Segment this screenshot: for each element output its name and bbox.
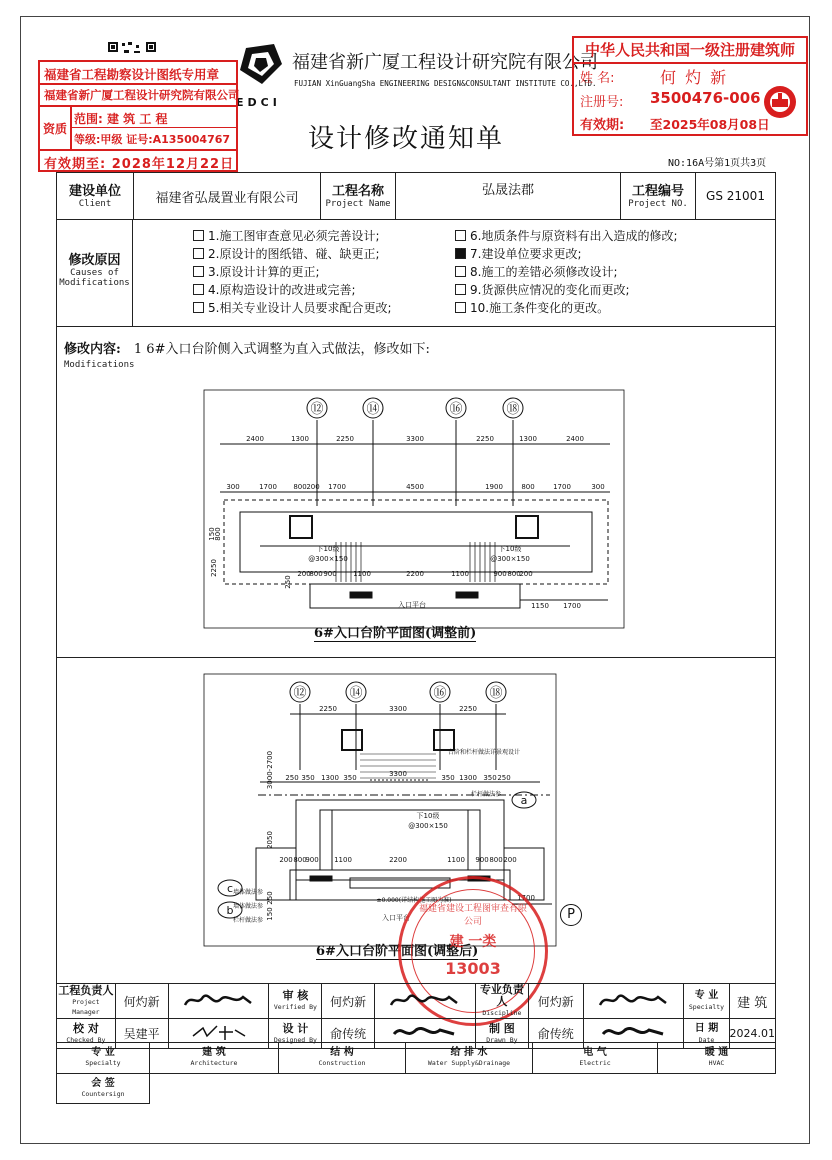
cause-item-label: 8.施工的差错必须修改设计; (470, 265, 618, 279)
dim-low-3: 1100 (353, 570, 371, 578)
cause-item-6[interactable] (455, 227, 678, 245)
axis-18-before: ⑱ (506, 402, 520, 417)
institute-logo (232, 40, 288, 96)
architect-name: 何 灼 新 (660, 68, 729, 87)
modifications-label: 修改内容: (64, 342, 121, 357)
axis-12-before: ⑫ (310, 402, 324, 417)
stamp-scope: 范围: 建 筑 工 程 (74, 112, 168, 126)
dim2-r3-2: 900 (305, 856, 319, 864)
cause-item-label: 4.原构造设计的改进或完善; (208, 283, 356, 297)
project-label-en: Project Name (325, 198, 391, 209)
sig-name-1: 何灼新 (322, 984, 375, 1019)
countersign-label: 会 签 (91, 1077, 115, 1089)
causes-section (56, 219, 776, 327)
dim2-r2-1: 350 (301, 774, 315, 782)
cs-label-1: 建 筑 (202, 1047, 226, 1059)
dim2-r3-1: 800 (293, 856, 307, 864)
client-value: 福建省弘晟置业有限公司 (134, 173, 321, 220)
dim-right-1: 1700 (563, 602, 581, 610)
dim-low-2: 900 (323, 570, 337, 578)
drawing-before-title: 6#入口台阶平面图(调整前) (314, 622, 476, 642)
modifications-text: 1 6#入口台阶侧入式调整为直入式做法，修改如下: (133, 342, 430, 357)
callout-p: P (560, 904, 582, 926)
dim-low-1: 800 (309, 570, 323, 578)
cause-item-10[interactable] (455, 299, 678, 317)
side-label-b: 墙体做法参 (232, 903, 264, 910)
cause-item-1[interactable] (193, 227, 392, 245)
dim-mid-7: 800 (521, 483, 535, 491)
dim2-r3-0: 200 (279, 856, 293, 864)
sig-name-4: 吴建平 (115, 1019, 168, 1049)
dim2-r3-6: 900 (475, 856, 489, 864)
modifications-en: Modifications (64, 360, 135, 370)
dim2-r3-5: 1100 (447, 856, 465, 864)
review-seal-inner: 建 一类 (449, 934, 497, 950)
dim-mid-8: 1700 (553, 483, 571, 491)
cs-label-0: 专 业 (91, 1047, 115, 1059)
project-info-table (56, 172, 776, 220)
stamp-line2: 福建省新广厦工程设计研究院有限公司 (44, 88, 240, 102)
axis-18-after: ⑱ (489, 686, 503, 701)
left-vert-2: 2250 (210, 559, 218, 577)
project-label: 工程名称 (331, 183, 384, 199)
dim2-left-0: 3000-2700 (266, 750, 274, 790)
dim2-top-1: 3300 (389, 705, 407, 713)
cause-item-7[interactable] (455, 245, 678, 263)
cause-item-label: 9.货源供应情况的变化而更改; (470, 283, 630, 297)
dim-mid-9: 300 (591, 483, 605, 491)
axis-12-after: ⑫ (293, 686, 307, 701)
dim-right-0: 1150 (531, 602, 549, 610)
architect-valid: 至2025年08月08日 (650, 117, 770, 132)
projno-value: GS 21001 (696, 173, 776, 220)
dim-low-6: 900 (493, 570, 507, 578)
projno-label: 工程编号 (631, 183, 684, 199)
dim-top-6: 2400 (566, 435, 584, 443)
qualification-stamp (38, 60, 238, 172)
axis-14-after: ⑭ (349, 686, 363, 701)
sig-name-5: 俞传统 (322, 1019, 375, 1049)
cs-label-3: 给 排 水 (450, 1047, 488, 1059)
dim2-r3-7: 800 (489, 856, 503, 864)
left-vert-1: 800 (214, 527, 222, 541)
client-label-en: Client (78, 198, 112, 209)
architect-stamp (572, 36, 808, 136)
dim2-r2-6: 1300 (459, 774, 477, 782)
dim2-top-2: 2250 (459, 705, 477, 713)
dim2-r2-2: 1300 (321, 774, 339, 782)
drawing-before (200, 386, 630, 636)
cause-item-3[interactable] (193, 263, 392, 281)
dim2-left-3: 150 (266, 907, 274, 921)
cause-item-label: 3.原设计计算的更正; (208, 265, 320, 279)
sig-label-5: 设 计 (282, 1021, 309, 1035)
cs-en-0: Specialty (85, 1059, 121, 1068)
cs-en-1: Architecture (190, 1059, 238, 1068)
sig-signature-2 (583, 984, 684, 1019)
cause-item-label: 2.原设计的图纸错、碰、缺更正; (208, 247, 380, 261)
sig-label-4: 校 对 (72, 1021, 99, 1035)
cause-item-2[interactable] (193, 245, 392, 263)
stamp-zizhi: 资质 (40, 107, 72, 149)
dim2-r3-3: 1100 (334, 856, 352, 864)
dim2-r2-7: 350 (483, 774, 497, 782)
cause-item-label: 6.地质条件与原资料有出入造成的修改; (470, 229, 678, 243)
cs-en-2: Construction (318, 1059, 366, 1068)
sig-en-2: Discipline (482, 1009, 522, 1017)
note-step2-right: @300×150 (490, 555, 530, 563)
axis-16-before: ⑯ (449, 402, 463, 417)
client-label: 建设单位 (68, 183, 121, 199)
sig-en-0: Project Manager (72, 998, 100, 1016)
sig-en-3: Specialty (688, 1003, 725, 1011)
stamp-line1: 福建省工程勘察设计图纸专用章 (44, 67, 220, 82)
dim2-r2-8: 250 (497, 774, 511, 782)
sig-name-6: 俞传统 (528, 1019, 583, 1049)
checkbox-icon[interactable] (193, 284, 204, 295)
cs-label-5: 暖 通 (704, 1047, 729, 1059)
cs-label-4: 电 气 (583, 1047, 607, 1059)
dim-mid-4: 1700 (328, 483, 346, 491)
sig-en-5: Designed By (273, 1035, 317, 1044)
sig-label-3: 专 业 (694, 990, 719, 1001)
countersign-table (56, 1042, 776, 1104)
stamp-valid: 有效期至: 2028年12月22日 (44, 157, 235, 172)
architect-reg-label: 注册号: (580, 95, 624, 110)
cause-item-9[interactable] (455, 281, 678, 299)
side-label-c2: 栏杆做法参 (232, 917, 264, 924)
dim-mid-1: 1700 (259, 483, 277, 491)
checkbox-checked-icon[interactable] (455, 248, 466, 259)
dim2-r3-8: 200 (503, 856, 517, 864)
checkbox-icon[interactable] (193, 266, 204, 277)
elev-after: ±0.000(详结构施工图为准) (376, 897, 452, 904)
checkbox-icon[interactable] (455, 266, 466, 277)
dim2-r2-4: 3300 (389, 770, 407, 778)
sig-name-3: 建 筑 (729, 984, 776, 1019)
note-rail-after: 栏杆做法参 (470, 791, 502, 798)
architect-reg: 3500476-006 (650, 89, 761, 107)
axis-14-before: ⑭ (366, 402, 380, 417)
drawing-after-title: 6#入口台阶平面图(调整后) (316, 940, 478, 960)
note-step-after: 下10级 (416, 812, 440, 820)
emblem-icon (762, 84, 798, 120)
sig-label-1: 审 核 (282, 989, 309, 1002)
dim-top-4: 2250 (476, 435, 494, 443)
logo-text: EDCI (236, 96, 281, 109)
checkbox-icon[interactable] (193, 230, 204, 241)
cs-en-5: HVAC (708, 1059, 725, 1068)
logo-icon (232, 40, 288, 96)
institute-name-cn: 福建省新广厦工程设计研究院有限公司 (292, 52, 598, 73)
note-step2-after: @300×150 (408, 822, 448, 830)
architect-valid-label: 有效期: (580, 118, 625, 133)
dim-mid-5: 4500 (406, 483, 424, 491)
dim-low-0: 200 (297, 570, 311, 578)
dim-low-8: 200 (519, 570, 533, 578)
dim-mid-2: 800 (293, 483, 307, 491)
dim-top-0: 2400 (246, 435, 264, 443)
cs-en-3: Water Supply&Drainage (427, 1059, 511, 1068)
review-seal-ring: 福建省建设工程图审查有限公司 (418, 904, 527, 927)
sig-name-0: 何灼新 (115, 984, 168, 1019)
checkbox-icon[interactable] (193, 248, 204, 259)
sig-en-6: Drawn By (486, 1035, 518, 1044)
dim2-r3-4: 2200 (389, 856, 407, 864)
causes-label: 修改原因 (68, 253, 121, 268)
sig-name-2: 何灼新 (528, 984, 583, 1019)
sig-en-4: Checked By (66, 1035, 106, 1044)
dim-top-2: 2250 (336, 435, 354, 443)
checkbox-icon[interactable] (455, 230, 466, 241)
signature-table (56, 983, 776, 1049)
dim-low-7: 800 (507, 570, 521, 578)
dim-mid-0: 300 (226, 483, 240, 491)
sig-signature-0 (168, 984, 269, 1019)
sig-label-0: 工程负责人 (58, 984, 114, 997)
dim2-r2-0: 250 (285, 774, 299, 782)
side-label-c: 墙体做法参 (232, 889, 264, 896)
cause-item-label: 10.施工条件变化的更改。 (470, 301, 610, 315)
sig-en-7: Date (698, 1035, 715, 1044)
dim2-left-2: 250 (266, 891, 274, 905)
sig-label-2: 专业负责人 (479, 983, 524, 1008)
sig-label-6: 制 图 (488, 1021, 515, 1035)
sig-signature-1 (375, 984, 476, 1019)
checkbox-icon[interactable] (455, 302, 466, 313)
cause-item-label: 1.施工图审查意见必须完善设计; (208, 229, 380, 243)
dim-top-5: 1300 (519, 435, 537, 443)
sig-label-7: 日 期 (694, 1022, 719, 1034)
dim-top-1: 1300 (291, 435, 309, 443)
cause-item-5[interactable] (193, 299, 392, 317)
dim2-r2-5: 350 (441, 774, 455, 782)
cause-item-label: 7.建设单位要求更改; (470, 247, 582, 261)
doc-title: 设计修改通知单 (308, 124, 505, 154)
platform-label-after: 入口平台 (382, 914, 410, 922)
callout-b: b (226, 904, 234, 917)
dim-low-5: 1100 (451, 570, 469, 578)
callout-c: c (226, 882, 234, 895)
countersign-en: Countersign (81, 1089, 125, 1098)
left-vert-3: 250 (284, 575, 292, 589)
dim2-top-0: 2250 (319, 705, 337, 713)
stamp-grade: 等级:甲级 证号:A135004767 (74, 133, 231, 146)
dim-top-3: 3300 (406, 435, 424, 443)
left-vert-0: 150 (208, 527, 216, 541)
note-top-after: 台阶和栏杆做法详景观设计 (447, 749, 521, 756)
note-step-right: 下10级 (498, 545, 522, 553)
note-step2-left: @300×150 (308, 555, 348, 563)
architect-stamp-title: 中华人民共和国一级注册建筑师 (574, 38, 806, 64)
cause-item-label: 5.相关专业设计人员要求配合更改; (208, 301, 392, 315)
dim-mid-3: 200 (306, 483, 320, 491)
sig-name-7: 2024.01 (729, 1019, 776, 1049)
sig-en-1: Verified By (273, 1003, 317, 1011)
doc-number: NO:16A号第1页共3页 (668, 158, 767, 169)
cause-item-8[interactable] (455, 263, 678, 281)
note-step-left: 下10级 (316, 545, 340, 553)
checkbox-icon[interactable] (455, 284, 466, 295)
cs-en-4: Electric (579, 1059, 611, 1068)
dim2-left-1: 2050 (266, 831, 274, 849)
causes-en2: Modifications (59, 278, 130, 288)
cs-label-2: 结 构 (330, 1047, 354, 1059)
dim2-1700: 1700 (517, 894, 535, 902)
architect-name-label: 姓 名: (580, 71, 615, 86)
cause-item-4[interactable] (193, 281, 392, 299)
projno-label-en: Project NO. (628, 198, 688, 209)
causes-en1: Causes of (70, 268, 119, 278)
dim-low-4: 2200 (406, 570, 424, 578)
axis-16-after: ⑯ (433, 686, 447, 701)
review-seal-code: 13003 (445, 959, 501, 978)
dim-mid-6: 1900 (485, 483, 503, 491)
institute-name-en: FUJIAN XinGuangSha ENGINEERING DESIGN&CONSULTANT INSTITUTE CO.,LTD. (294, 79, 597, 88)
checkbox-icon[interactable] (193, 302, 204, 313)
dim2-r2-3: 350 (343, 774, 357, 782)
platform-label-before: 入口平台 (398, 601, 426, 609)
project-value: 弘晟法郡 (396, 173, 621, 220)
callout-a: a (520, 794, 528, 807)
